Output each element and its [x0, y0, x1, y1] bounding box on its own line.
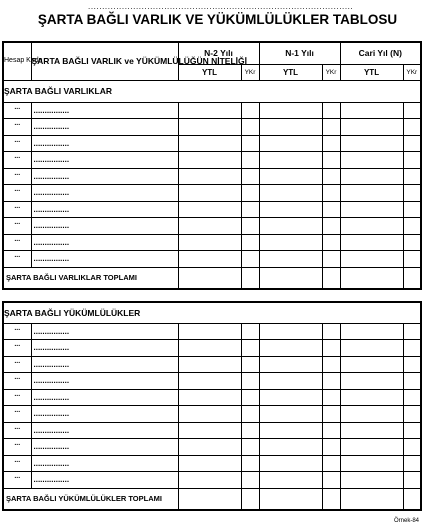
table-row: [3, 406, 421, 423]
ykr-amount-cell: [403, 135, 421, 152]
ytl-amount-cell: [178, 389, 241, 406]
ykr-amount-cell: [403, 472, 421, 489]
row-code: ...: [3, 218, 31, 235]
ytl-amount-cell: [259, 168, 322, 185]
ykr-amount-cell: [241, 373, 259, 390]
row-code: ...: [3, 168, 31, 185]
ykr-amount-cell: [241, 439, 259, 456]
column-header-period-current: Cari Yıl (N): [340, 42, 421, 64]
row-code: ...: [3, 422, 31, 439]
ykr-amount-cell: [403, 119, 421, 136]
row-code: ...: [3, 373, 31, 390]
ykr-amount-cell: [322, 356, 340, 373]
ytl-amount-cell: [340, 168, 403, 185]
row-description: ................: [31, 135, 178, 152]
ytl-amount-cell: [178, 251, 241, 268]
row-code: ...: [3, 340, 31, 357]
ytl-amount-cell: [259, 340, 322, 357]
ytl-amount-cell: [259, 472, 322, 489]
ytl-amount-cell: [340, 439, 403, 456]
ytl-amount-cell: [340, 422, 403, 439]
ykr-amount-cell: [322, 135, 340, 152]
row-description: ................: [31, 472, 178, 489]
ykr-amount-cell: [403, 356, 421, 373]
ytl-amount-cell: [259, 406, 322, 423]
ytl-total-cell: [340, 267, 403, 289]
ykr-amount-cell: [241, 152, 259, 169]
table-row: [3, 323, 421, 340]
ykr-amount-cell: [322, 323, 340, 340]
ykr-total-cell: [403, 267, 421, 289]
ytl-amount-cell: [178, 356, 241, 373]
row-description: ................: [31, 455, 178, 472]
row-code: ...: [3, 152, 31, 169]
ykr-amount-cell: [322, 251, 340, 268]
ytl-amount-cell: [259, 251, 322, 268]
table-row: [3, 439, 421, 456]
column-header-ytl: YTL: [178, 64, 241, 80]
ykr-amount-cell: [322, 152, 340, 169]
ytl-amount-cell: [178, 218, 241, 235]
ytl-amount-cell: [340, 234, 403, 251]
column-header-ytl: YTL: [340, 64, 403, 80]
row-description: ................: [31, 439, 178, 456]
ytl-amount-cell: [259, 323, 322, 340]
row-description: ................: [31, 356, 178, 373]
ytl-total-cell: [178, 488, 241, 510]
ytl-amount-cell: [259, 201, 322, 218]
ykr-total-cell: [322, 267, 340, 289]
row-code: ...: [3, 119, 31, 136]
ytl-amount-cell: [178, 340, 241, 357]
ykr-amount-cell: [403, 439, 421, 456]
ykr-amount-cell: [241, 472, 259, 489]
ykr-total-cell: [241, 488, 259, 510]
table-row: [3, 251, 421, 268]
ytl-amount-cell: [178, 472, 241, 489]
ykr-amount-cell: [322, 119, 340, 136]
total-row: [3, 488, 421, 510]
ytl-total-cell: [340, 488, 403, 510]
ytl-amount-cell: [178, 119, 241, 136]
ykr-amount-cell: [322, 340, 340, 357]
table-row: [3, 201, 421, 218]
row-code: ...: [3, 234, 31, 251]
ytl-amount-cell: [259, 389, 322, 406]
row-description: ................: [31, 373, 178, 390]
ytl-amount-cell: [340, 472, 403, 489]
top-dotted-line: ..............................................................................................: [88, 2, 354, 11]
ykr-amount-cell: [403, 406, 421, 423]
column-header-description: ŞARTA BAĞLI VARLIK ve YÜKÜMLÜLÜĞÜN NİTELİĞİ: [31, 42, 178, 80]
ytl-amount-cell: [178, 455, 241, 472]
column-header-ykr: YKr: [241, 64, 259, 80]
ykr-amount-cell: [403, 218, 421, 235]
ytl-amount-cell: [259, 234, 322, 251]
column-header-ytl: YTL: [259, 64, 322, 80]
ykr-amount-cell: [403, 102, 421, 119]
ykr-amount-cell: [241, 406, 259, 423]
table-row: [3, 152, 421, 169]
ykr-amount-cell: [322, 389, 340, 406]
ytl-amount-cell: [340, 323, 403, 340]
row-code: ...: [3, 439, 31, 456]
ytl-amount-cell: [340, 406, 403, 423]
ykr-amount-cell: [403, 455, 421, 472]
ytl-amount-cell: [340, 340, 403, 357]
ytl-amount-cell: [340, 185, 403, 202]
ykr-amount-cell: [241, 455, 259, 472]
ykr-total-cell: [403, 488, 421, 510]
column-header-period-n2: N-2 Yılı: [178, 42, 259, 64]
ykr-amount-cell: [241, 356, 259, 373]
ykr-amount-cell: [322, 455, 340, 472]
ykr-total-cell: [241, 267, 259, 289]
row-description: ................: [31, 119, 178, 136]
ytl-total-cell: [259, 488, 322, 510]
row-code: ...: [3, 389, 31, 406]
ytl-amount-cell: [178, 234, 241, 251]
row-description: ................: [31, 422, 178, 439]
ytl-amount-cell: [259, 356, 322, 373]
ytl-amount-cell: [178, 102, 241, 119]
ytl-amount-cell: [178, 168, 241, 185]
column-header-ykr: YKr: [322, 64, 340, 80]
table-row: [3, 472, 421, 489]
ykr-amount-cell: [403, 373, 421, 390]
ytl-amount-cell: [178, 185, 241, 202]
table-row: [3, 234, 421, 251]
ytl-amount-cell: [178, 373, 241, 390]
ytl-amount-cell: [259, 439, 322, 456]
table-row: [3, 135, 421, 152]
row-description: ................: [31, 251, 178, 268]
row-code: ...: [3, 201, 31, 218]
ytl-amount-cell: [259, 102, 322, 119]
row-code: ...: [3, 135, 31, 152]
ykr-amount-cell: [322, 218, 340, 235]
column-header-ykr: YKr: [403, 64, 421, 80]
ytl-amount-cell: [340, 455, 403, 472]
ytl-amount-cell: [259, 422, 322, 439]
row-description: ................: [31, 168, 178, 185]
column-header-code: Hesap Kodu: [3, 42, 31, 80]
ytl-amount-cell: [259, 218, 322, 235]
ykr-amount-cell: [241, 323, 259, 340]
ykr-amount-cell: [322, 472, 340, 489]
ykr-amount-cell: [241, 119, 259, 136]
ytl-amount-cell: [340, 218, 403, 235]
ykr-amount-cell: [241, 422, 259, 439]
table-row: [3, 218, 421, 235]
row-code: ...: [3, 472, 31, 489]
row-code: ...: [3, 406, 31, 423]
ykr-amount-cell: [241, 168, 259, 185]
ykr-amount-cell: [241, 218, 259, 235]
ykr-amount-cell: [241, 251, 259, 268]
liabilities-table: [2, 301, 422, 511]
ykr-amount-cell: [322, 422, 340, 439]
ytl-amount-cell: [340, 102, 403, 119]
ykr-amount-cell: [403, 234, 421, 251]
row-description: ................: [31, 389, 178, 406]
page-title: ŞARTA BAĞLI VARLIK VE YÜKÜMLÜLÜKLER TABLOSU: [37, 12, 398, 27]
ykr-amount-cell: [241, 135, 259, 152]
ytl-amount-cell: [259, 119, 322, 136]
ykr-amount-cell: [322, 439, 340, 456]
ykr-amount-cell: [241, 389, 259, 406]
ytl-amount-cell: [340, 119, 403, 136]
row-description: ................: [31, 102, 178, 119]
ykr-amount-cell: [322, 102, 340, 119]
table-row: [3, 340, 421, 357]
row-description: ................: [31, 323, 178, 340]
ykr-amount-cell: [403, 323, 421, 340]
ytl-amount-cell: [340, 356, 403, 373]
total-label: ŞARTA BAĞLI YÜKÜMLÜLÜKLER TOPLAMI: [3, 488, 178, 510]
ykr-amount-cell: [241, 234, 259, 251]
row-code: ...: [3, 455, 31, 472]
ykr-amount-cell: [322, 406, 340, 423]
ykr-amount-cell: [322, 185, 340, 202]
total-row: [3, 267, 421, 289]
ytl-total-cell: [178, 267, 241, 289]
row-description: ................: [31, 185, 178, 202]
ykr-amount-cell: [322, 373, 340, 390]
table-row: [3, 422, 421, 439]
row-code: ...: [3, 185, 31, 202]
row-description: ................: [31, 152, 178, 169]
ykr-amount-cell: [403, 168, 421, 185]
ykr-amount-cell: [403, 422, 421, 439]
ytl-amount-cell: [340, 201, 403, 218]
ytl-amount-cell: [340, 152, 403, 169]
section-title-liabilities: ŞARTA BAĞLI YÜKÜMLÜLÜKLER: [3, 302, 421, 323]
ykr-amount-cell: [241, 340, 259, 357]
row-description: ................: [31, 201, 178, 218]
table-row: [3, 102, 421, 119]
ykr-amount-cell: [403, 152, 421, 169]
ykr-amount-cell: [403, 251, 421, 268]
table-row: [3, 455, 421, 472]
ytl-amount-cell: [259, 373, 322, 390]
table-row: [3, 356, 421, 373]
ytl-amount-cell: [259, 185, 322, 202]
ykr-amount-cell: [322, 234, 340, 251]
section-title-assets: ŞARTA BAĞLI VARLIKLAR: [3, 80, 421, 102]
row-description: ................: [31, 340, 178, 357]
column-header-period-n1: N-1 Yılı: [259, 42, 340, 64]
ytl-amount-cell: [178, 201, 241, 218]
ytl-amount-cell: [340, 373, 403, 390]
ytl-amount-cell: [259, 135, 322, 152]
ykr-amount-cell: [322, 168, 340, 185]
row-code: ...: [3, 251, 31, 268]
row-code: ...: [3, 323, 31, 340]
ykr-amount-cell: [403, 340, 421, 357]
table-row: [3, 389, 421, 406]
table-row: [3, 168, 421, 185]
ykr-amount-cell: [403, 389, 421, 406]
ykr-amount-cell: [403, 185, 421, 202]
ykr-amount-cell: [241, 201, 259, 218]
ytl-amount-cell: [178, 439, 241, 456]
ytl-amount-cell: [178, 323, 241, 340]
ytl-amount-cell: [259, 455, 322, 472]
row-code: ...: [3, 356, 31, 373]
ykr-amount-cell: [241, 102, 259, 119]
form-number-label: Örnek-84: [393, 518, 419, 524]
ytl-amount-cell: [259, 152, 322, 169]
ytl-total-cell: [259, 267, 322, 289]
ytl-amount-cell: [340, 135, 403, 152]
ytl-amount-cell: [340, 389, 403, 406]
assets-table: [2, 41, 422, 290]
table-row: [3, 373, 421, 390]
table-row: [3, 185, 421, 202]
ytl-amount-cell: [178, 422, 241, 439]
ytl-amount-cell: [178, 152, 241, 169]
ytl-amount-cell: [178, 406, 241, 423]
row-description: ................: [31, 218, 178, 235]
row-code: ...: [3, 102, 31, 119]
ykr-amount-cell: [403, 201, 421, 218]
table-row: [3, 119, 421, 136]
ykr-total-cell: [322, 488, 340, 510]
row-description: ................: [31, 406, 178, 423]
ykr-amount-cell: [322, 201, 340, 218]
ytl-amount-cell: [178, 135, 241, 152]
row-description: ................: [31, 234, 178, 251]
ytl-amount-cell: [340, 251, 403, 268]
ykr-amount-cell: [241, 185, 259, 202]
total-label: ŞARTA BAĞLI VARLIKLAR TOPLAMI: [3, 267, 178, 289]
